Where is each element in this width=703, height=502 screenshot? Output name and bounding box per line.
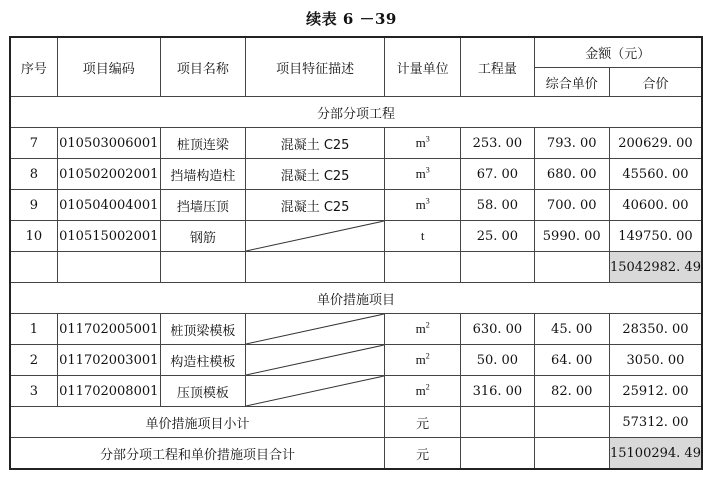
cell-code: 010503006001 [57, 128, 160, 159]
grand-total-row [10, 438, 702, 470]
cell-total: 200629. 00 [609, 128, 702, 159]
cell-desc-empty [246, 314, 385, 345]
cell-desc-empty [246, 345, 385, 376]
header-row [10, 37, 702, 68]
unit-base: t [420, 228, 425, 243]
section-row [10, 283, 702, 314]
unit-base: m [415, 352, 426, 367]
unit-exponent: 2 [425, 351, 430, 361]
measures-subtotal-row [10, 407, 702, 438]
diagonal-slash [246, 221, 384, 251]
cell-empty [461, 407, 534, 438]
cell-code: 010502002001 [57, 159, 160, 190]
cell-name: 桩顶连梁 [160, 128, 245, 159]
cell-empty [461, 252, 534, 283]
cell-seq: 1 [10, 314, 57, 345]
cell-name: 钢筋 [160, 221, 245, 252]
cell-empty [461, 438, 534, 470]
header-unit-price: 综合单价 [534, 68, 609, 97]
table-row [10, 128, 702, 159]
cell-total: 45560. 00 [609, 159, 702, 190]
table-row [10, 190, 702, 221]
table-row [10, 345, 702, 376]
cell-unit [385, 314, 461, 345]
cell-code: 010504004001 [57, 190, 160, 221]
cell-code: 011702008001 [57, 376, 160, 407]
cell-empty [246, 252, 385, 283]
cell-total: 28350. 00 [609, 314, 702, 345]
cell-price: 793. 00 [534, 128, 609, 159]
section-row [10, 97, 702, 128]
cell-unit [385, 221, 461, 252]
cell-total: 40600. 00 [609, 190, 702, 221]
quantity-table [9, 36, 703, 470]
cell-unit [385, 345, 461, 376]
cell-unit [385, 190, 461, 221]
cell-desc-empty [246, 376, 385, 407]
unit-base: m [415, 383, 426, 398]
header-code: 项目编码 [57, 37, 160, 97]
cell-qty: 58. 00 [461, 190, 534, 221]
cell-desc: 混凝土 C25 [246, 159, 385, 190]
cell-code: 011702003001 [57, 345, 160, 376]
cell-qty: 630. 00 [461, 314, 534, 345]
cell-desc: 混凝土 C25 [246, 128, 385, 159]
cell-seq: 2 [10, 345, 57, 376]
cell-empty [534, 407, 609, 438]
cell-name: 挡墙压顶 [160, 190, 245, 221]
diagonal-slash [246, 314, 384, 344]
header-qty: 工程量 [461, 37, 534, 97]
cell-desc: 混凝土 C25 [246, 190, 385, 221]
unit-exponent: 3 [425, 196, 430, 206]
table-row [10, 376, 702, 407]
cell-price: 680. 00 [534, 159, 609, 190]
cell-seq: 9 [10, 190, 57, 221]
cell-seq: 8 [10, 159, 57, 190]
header-unit: 计量单位 [385, 37, 461, 97]
header-name: 项目名称 [160, 37, 245, 97]
unit-base: m [415, 135, 426, 150]
cell-seq: 3 [10, 376, 57, 407]
cell-empty [10, 252, 57, 283]
cell-unit [385, 128, 461, 159]
grand-total-unit: 元 [385, 438, 461, 470]
cell-seq: 10 [10, 221, 57, 252]
cell-price: 700. 00 [534, 190, 609, 221]
section-title: 单价措施项目 [10, 283, 702, 314]
unit-base: m [415, 166, 426, 181]
diagonal-slash [246, 345, 384, 375]
unit-base: m [415, 321, 426, 336]
cell-total: 149750. 00 [609, 221, 702, 252]
cell-total: 25912. 00 [609, 376, 702, 407]
table-row [10, 159, 702, 190]
cell-qty: 316. 00 [461, 376, 534, 407]
cell-price: 5990. 00 [534, 221, 609, 252]
unit-exponent: 3 [425, 165, 430, 175]
cell-desc-empty [246, 221, 385, 252]
cell-empty [534, 438, 609, 470]
unit-exponent: 2 [425, 320, 430, 330]
table-row [10, 221, 702, 252]
cell-price: 64. 00 [534, 345, 609, 376]
cell-qty: 253. 00 [461, 128, 534, 159]
cell-name: 桩顶梁模板 [160, 314, 245, 345]
cell-name: 压顶模板 [160, 376, 245, 407]
cell-name: 挡墙构造柱 [160, 159, 245, 190]
cell-seq: 7 [10, 128, 57, 159]
measures-subtotal-unit: 元 [385, 407, 461, 438]
cell-qty: 67. 00 [461, 159, 534, 190]
header-total: 合价 [609, 68, 702, 97]
unit-base: m [415, 197, 426, 212]
measures-subtotal-label: 单价措施项目小计 [10, 407, 385, 438]
table-title: 续表 6 －39 [306, 10, 397, 28]
cell-unit [385, 376, 461, 407]
cell-empty [385, 252, 461, 283]
cell-price: 82. 00 [534, 376, 609, 407]
measures-subtotal-value: 57312. 00 [609, 407, 702, 438]
cell-empty [57, 252, 160, 283]
unit-exponent: 3 [425, 134, 430, 144]
cell-unit [385, 159, 461, 190]
unit-exponent: 2 [425, 382, 430, 392]
section-title: 分部分项工程 [10, 97, 702, 128]
header-seq: 序号 [10, 37, 57, 97]
table-row [10, 314, 702, 345]
cell-total: 3050. 00 [609, 345, 702, 376]
diagonal-slash [246, 376, 384, 406]
header-desc: 项目特征描述 [246, 37, 385, 97]
header-amount: 金额（元） [534, 37, 702, 68]
grand-total-value: 15100294. 49 [609, 438, 702, 470]
cell-empty [160, 252, 245, 283]
cell-qty: 50. 00 [461, 345, 534, 376]
grand-total-label: 分部分项工程和单价措施项目合计 [10, 438, 385, 470]
cell-empty [534, 252, 609, 283]
subtotal-row [10, 252, 702, 283]
cell-qty: 25. 00 [461, 221, 534, 252]
section-subtotal: 15042982. 49 [609, 252, 702, 283]
cell-price: 45. 00 [534, 314, 609, 345]
cell-code: 010515002001 [57, 221, 160, 252]
cell-code: 011702005001 [57, 314, 160, 345]
cell-name: 构造柱模板 [160, 345, 245, 376]
